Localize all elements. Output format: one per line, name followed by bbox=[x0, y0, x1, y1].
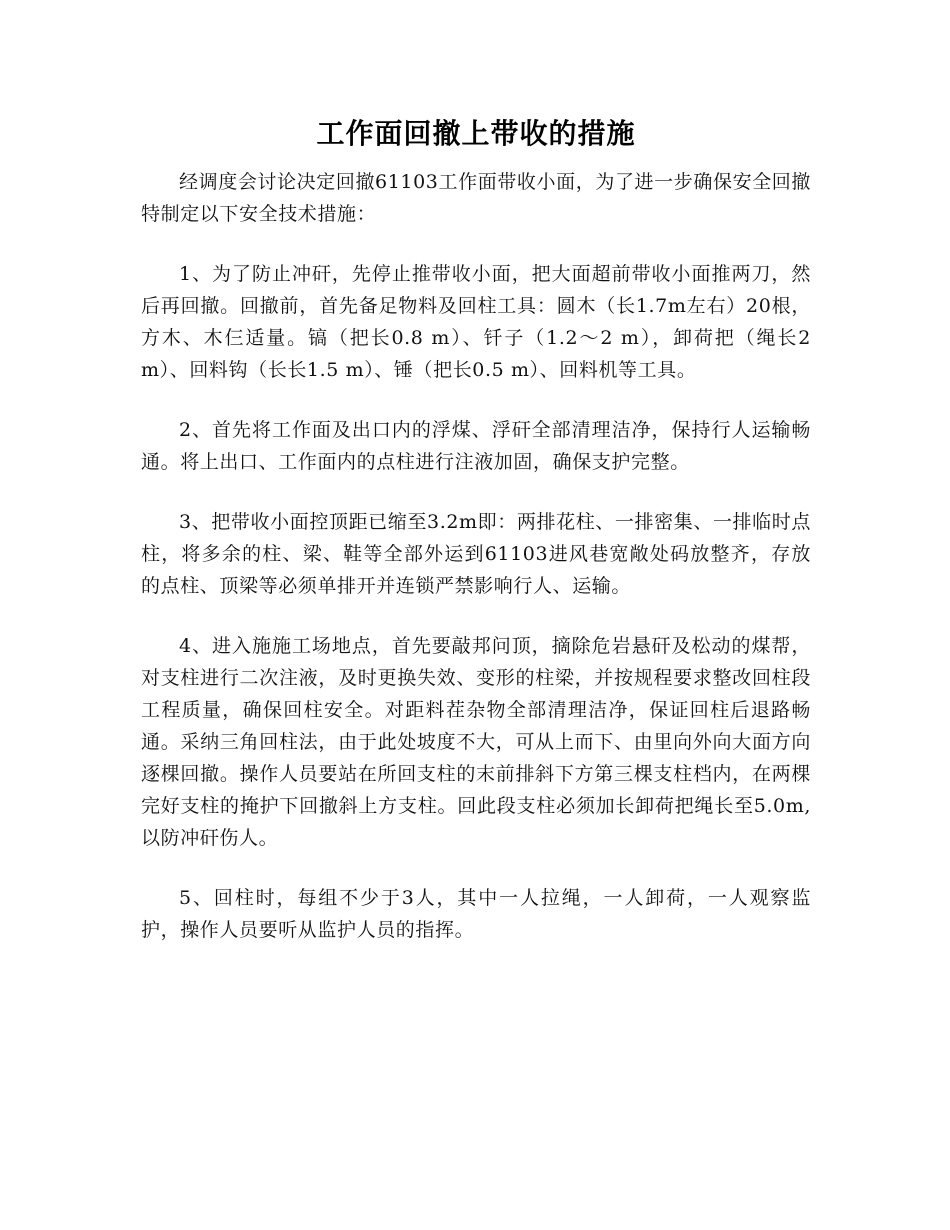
paragraph-item-3: 3、把带收小面控顶距已缩至3.2m即：两排花柱、一排密集、一排临时点柱，将多余的柱、梁、鞋等全部外运到61103进风巷宽敞处码放整齐，存放的点柱、顶梁等必须单排开并连锁严禁影响行人、运输。 bbox=[141, 511, 811, 597]
paragraph-item-5: 5、回柱时，每组不少于3人，其中一人拉绳，一人卸荷，一人观察监护，操作人员要听从监护人员的指挥。 bbox=[141, 887, 811, 941]
paragraph-item-2: 2、首先将工作面及出口内的浮煤、浮矸全部清理洁净，保持行人运输畅通。将上出口、工作面内的点柱进行注液加固，确保支护完整。 bbox=[141, 419, 811, 473]
document-title: 工作面回撤上带收的措施 bbox=[316, 117, 636, 150]
paragraph-intro: 经调度会讨论决定回撤61103工作面带收小面，为了进一步确保安全回撤特制定以下安全技术措施： bbox=[141, 171, 811, 225]
document-body bbox=[141, 112, 811, 946]
paragraph-item-1: 1、为了防止冲矸，先停止推带收小面，把大面超前带收小面推两刀，然后再回撤。回撤前，首先备足物料及回柱工具：圆木（长1.7m左右）20根，方木、木仨适量。镐（把长0.8 m）、钎子（1.2～2 m），卸荷把（绳长2 m）、回料钩（长长1.5 m）、锤（把长0.5 m）、回料机等工具。 bbox=[141, 263, 811, 381]
paragraph-item-4: 4、进入施施工场地点，首先要敲邦问顶，摘除危岩悬矸及松动的煤帮，对支柱进行二次注液，及时更换失效、变形的柱梁，并按规程要求整改回柱段工程质量，确保回柱安全。对距料茬杂物全部清理洁净，保证回柱后退路畅通。采纳三角回柱法，由于此处坡度不大，可从上而下、由里向外向大面方向逐棵回撤。操作人员要站在所回支柱的末前排斜下方第三棵支柱档内，在两棵完好支柱的掩护下回撤斜上方支柱。回此段支柱必须加长卸荷把绳长至5.0m,以防冲矸伤人。 bbox=[141, 635, 811, 849]
